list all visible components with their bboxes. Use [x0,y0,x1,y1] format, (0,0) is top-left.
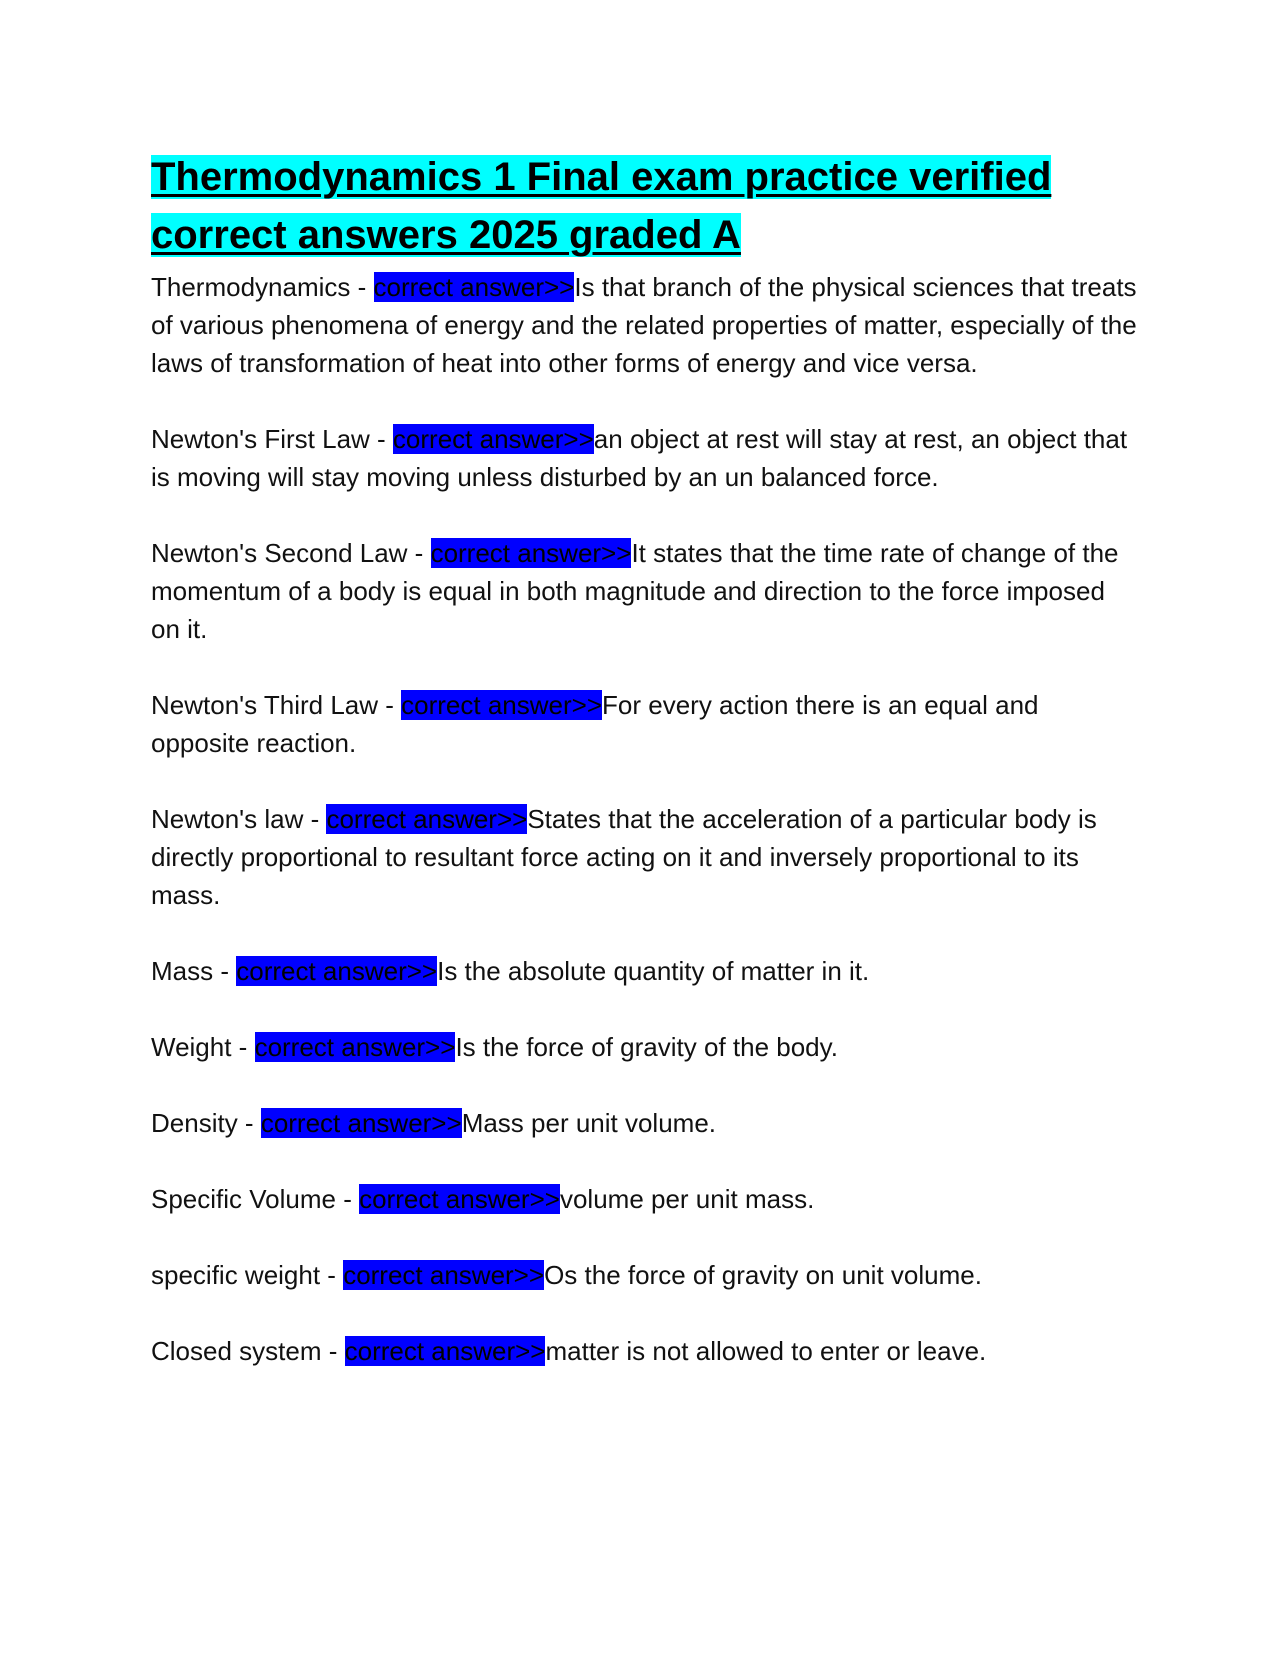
entry-term: specific weight - [151,1260,344,1290]
entry-mass [151,952,1141,990]
document-content [151,148,1141,1408]
entry-definition: volume per unit mass. [559,1184,815,1214]
entry-definition: States that the acceleration of a particular body is directly proportional to resultant force acting on it and inversely proportional to its mass. [151,804,1097,910]
entry-density [151,1104,1141,1142]
entry-definition: Is the absolute quantity of matter in it. [437,956,870,986]
entry-definition: For every action there is an equal and opposite reaction. [151,690,1039,758]
entry-specific-volume [151,1180,1141,1218]
entry-term: Density - [151,1108,261,1138]
entry-newtons-second-law [151,534,1141,648]
answer-tag: correct answer>> [254,1032,456,1062]
answer-tag: correct answer>> [344,1336,546,1366]
entry-term: Weight - [151,1032,255,1062]
answer-tag: correct answer>> [326,804,528,834]
entry-specific-weight [151,1256,1141,1294]
entry-term: Newton's Second Law - [151,538,431,568]
answer-tag: correct answer>> [236,956,438,986]
entry-newtons-law [151,800,1141,914]
entry-term: Thermodynamics - [151,272,374,302]
entry-definition: Os the force of gravity on unit volume. [544,1260,982,1290]
answer-tag: correct answer>> [373,272,575,302]
title-highlight: Thermodynamics 1 Final exam practice verified correct answers 2025 graded A [151,155,1052,257]
answer-tag: correct answer>> [359,1184,560,1214]
entry-term: Specific Volume - [151,1184,360,1214]
entry-definition: an object at rest will stay at rest, an object that is moving will stay moving unless disturbed by an un balanced force. [151,424,1128,492]
entry-thermodynamics [151,268,1141,382]
answer-tag: correct answer>> [343,1260,545,1290]
answer-tag: correct answer>> [260,1108,462,1138]
entry-term: Newton's Third Law - [151,690,402,720]
entry-newtons-first-law [151,420,1141,496]
answer-tag: correct answer>> [401,690,603,720]
entry-definition: matter is not allowed to enter or leave. [545,1336,987,1366]
entry-newtons-third-law [151,686,1141,762]
entry-weight [151,1028,1141,1066]
entry-term: Newton's First Law - [151,424,393,454]
answer-tag: correct answer>> [430,538,632,568]
entry-definition: It states that the time rate of change of the momentum of a body is equal in both magnitude and direction to the force imposed on it. [151,538,1119,644]
entry-term: Closed system - [151,1336,345,1366]
entry-closed-system [151,1332,1141,1370]
entry-definition: Mass per unit volume. [461,1108,717,1138]
entry-term: Newton's law - [151,804,327,834]
entry-term: Mass - [151,956,237,986]
document-title [151,148,1141,264]
entry-definition: Is that branch of the physical sciences that treats of various phenomena of energy and the related properties of matter, especially of the laws of transformation of heat into other forms of energy and vice versa. [151,272,1137,378]
answer-tag: correct answer>> [392,424,594,454]
entry-definition: Is the force of gravity of the body. [455,1032,838,1062]
